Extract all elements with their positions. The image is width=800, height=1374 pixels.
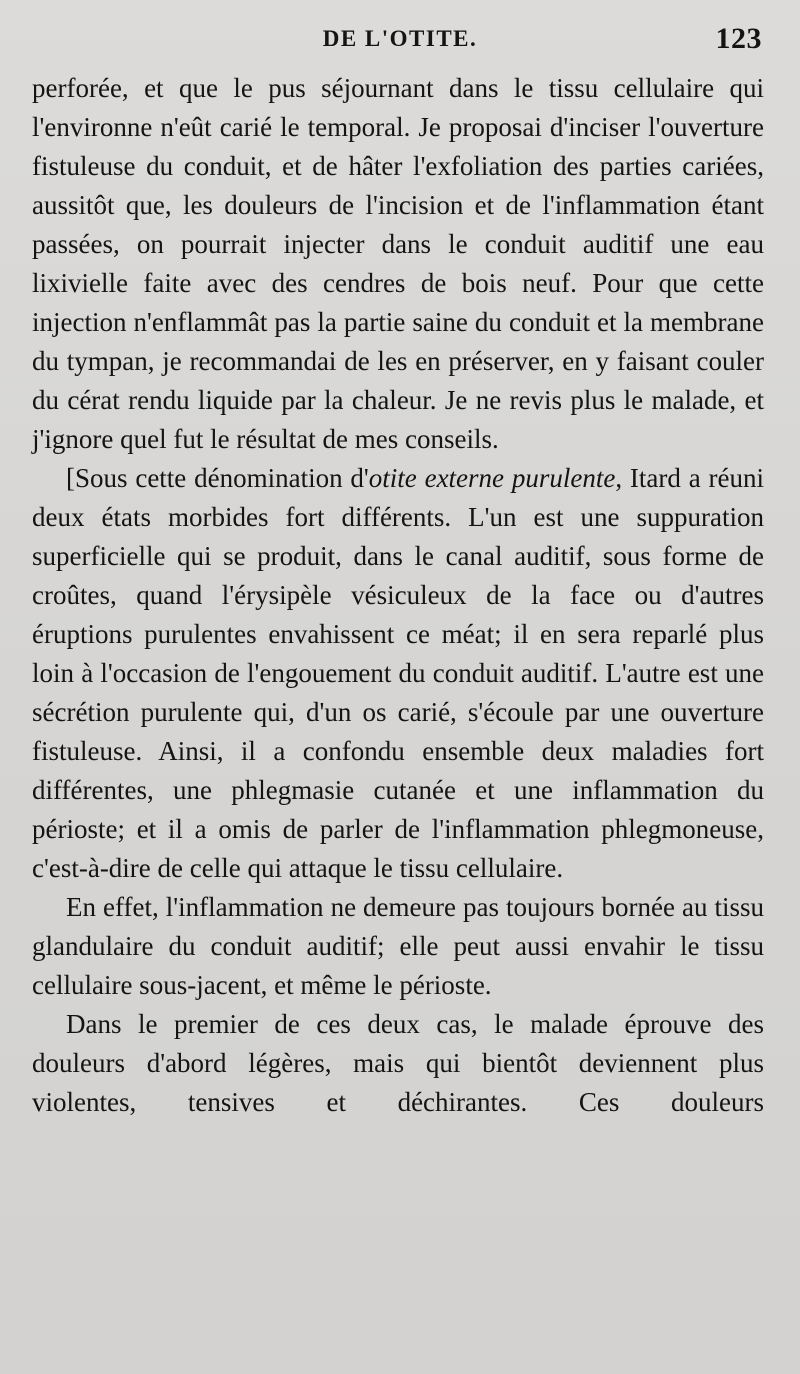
paragraph-editor-note: [32, 459, 764, 888]
paragraph: [32, 888, 764, 1005]
page-number: 123: [715, 22, 762, 55]
paragraph-text-after: , Itard a réuni deux états morbides fort différents. L'un est une suppuration superficielle qui se produit, dans le canal auditif, sous forme de croûtes, quand l'érysipèle vésiculeux de la face ou d'autres éruptions purulentes envahissent ce méat; il en sera reparlé plus loin à l'occasion de l'engouement du conduit auditif. L'autre est une sécrétion purulente qui, d'un os carié, s'écoule par une ouverture fistuleuse. Ainsi, il a confondu ensemble deux maladies fort différentes, une phlegmasie cutanée et une inflammation du périoste; et il a omis de parler de l'inflammation phlegmoneuse, c'est-à-dire de celle qui attaque le tissu cellulaire.: [32, 463, 764, 883]
paragraph: [32, 1005, 764, 1122]
paragraph-continued: [32, 69, 764, 459]
body-text: [32, 69, 764, 1122]
paragraph-text: perforée, et que le pus séjournant dans le tissu cellulaire qui l'environne n'eût carié le temporal. Je proposai d'inciser l'ouverture fistuleuse du conduit, et de hâter l'exfoliation des parties cariées, aussitôt que, les douleurs de l'incision et de l'inflammation étant passées, on pourrait injecter dans le conduit auditif une eau lixivielle faite avec des cendres de bois neuf. Pour que cette injection n'enflammât pas la partie saine du conduit et la membrane du tympan, je recommandai de les en préserver, en y faisant couler du cérat rendu liquide par la chaleur. Je ne revis plus le malade, et j'ignore quel fut le résultat de mes conseils.: [32, 73, 764, 454]
paragraph-text-before: [Sous cette dénomination d': [66, 463, 369, 493]
italic-term: otite externe purulente: [368, 463, 616, 493]
running-head: DE L'OTITE.: [322, 26, 478, 51]
paragraph-text: En effet, l'inflammation ne demeure pas toujours bornée au tissu glandulaire du conduit auditif; elle peut aussi envahir le tissu cellulaire sous-jacent, et même le périoste.: [32, 892, 764, 1000]
page-header: [32, 22, 768, 60]
paragraph-text: Dans le premier de ces deux cas, le malade éprouve des douleurs d'abord légères, mais qui bientôt deviennent plus violentes, tensives et déchirantes. Ces douleurs: [32, 1009, 764, 1117]
